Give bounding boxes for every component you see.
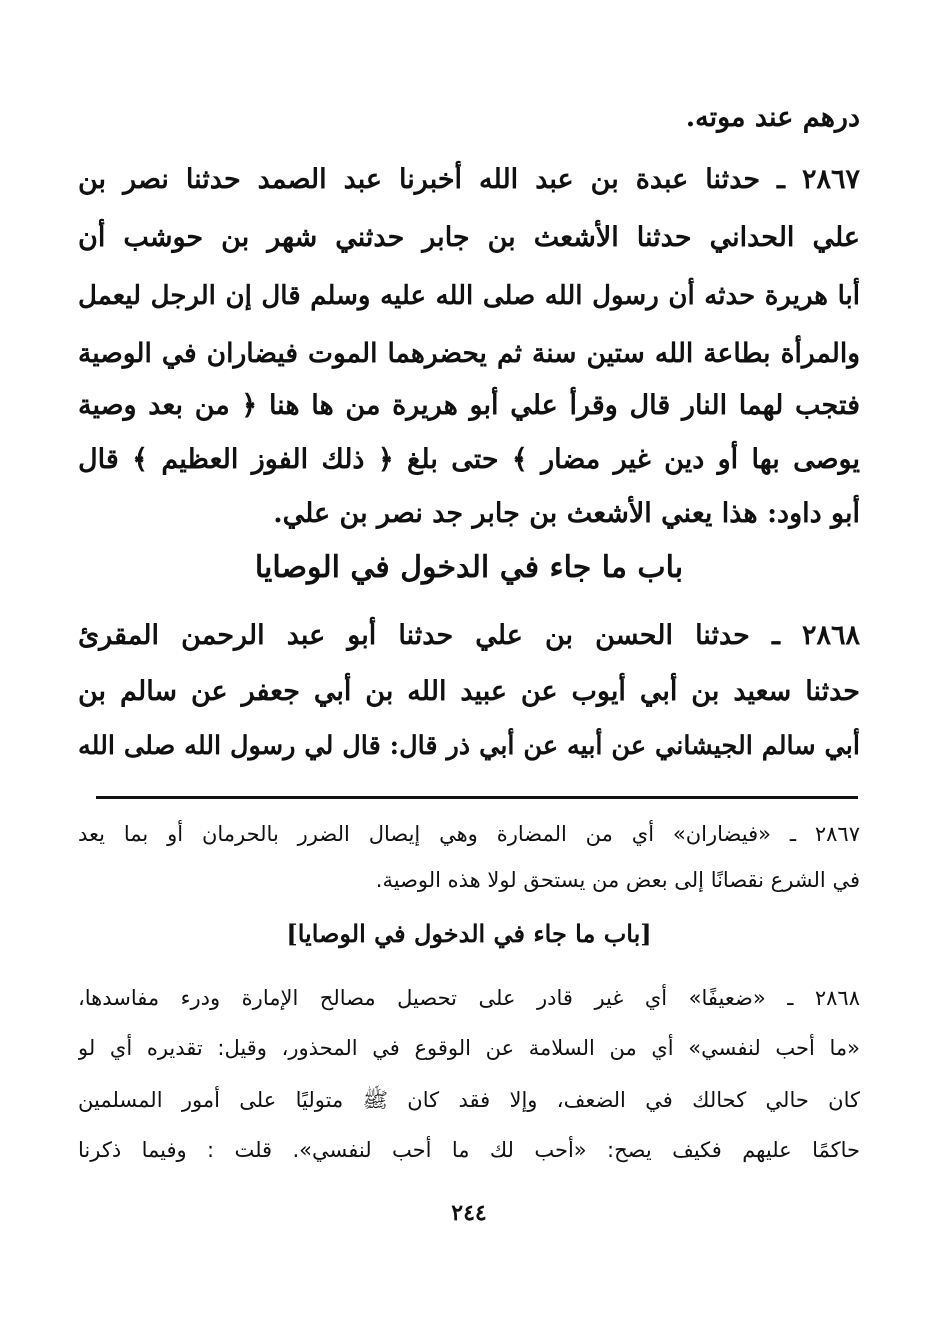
footnote-line: حاكمًا عليهم فكيف يصح: «أحب لك ما أحب لنفسي». قلت : وفيما ذكرنا [78, 1138, 860, 1162]
footnote-heading: [باب ما جاء في الدخول في الوصايا] [286, 919, 652, 948]
footnote-line: ٢٨٦٧ ـ «فيضاران» أي من المضارة وهي إيصال الضرر بالحرمان أو بما يعد [78, 822, 860, 846]
main-text-line: أبا هريرة حدثه أن رسول الله صلى الله عليه وسلم قال إن الرجل ليعمل [78, 281, 860, 311]
main-text-line: والمرأة بطاعة الله ستين سنة ثم يحضرهما الموت فيضاران في الوصية [78, 338, 860, 369]
footnote-line: كان حالي كحالك في الضعف، وإلا فقد كان ﷺ متوليًا على أمور المسلمين [78, 1088, 860, 1112]
main-text-line: علي الحداني حدثنا الأشعث بن جابر حدثني شهر بن حوشب أن [78, 222, 860, 253]
main-text-line: فتجب لهما النار قال وقرأ علي أبو هريرة من ها هنا ﴿ من بعد وصية [78, 390, 860, 421]
main-text-line: درهم عند موته. [685, 102, 860, 133]
footnote-line: «ما أحب لنفسي» أي من السلامة عن الوقوع في المحذور، وقيل: تقديره أي لو [78, 1036, 860, 1060]
footnote-line: في الشرع نقصانًا إلى بعض من يستحق لولا هذه الوصية. [375, 868, 860, 892]
main-text-line: ٢٨٦٧ ـ حدثنا عبدة بن عبد الله أخبرنا عبد الصمد حدثنا نصر بن [78, 164, 860, 195]
main-text-line: حدثنا سعيد بن أبي أيوب عن عبيد الله بن أبي جعفر عن سالم بن [78, 676, 860, 707]
main-text-line: ٢٨٦٨ ـ حدثنا الحسن بن علي حدثنا أبو عبد الرحمن المقرئ [78, 620, 860, 651]
chapter-heading: باب ما جاء في الدخول في الوصايا [254, 550, 684, 585]
footnote-line: ٢٨٦٨ ـ «ضعيفًا» أي غير قادر على تحصيل مصالح الإمارة ودرء مفاسدها، [78, 986, 860, 1010]
page-number: ٢٤٤ [451, 1200, 487, 1226]
footnote-separator [96, 796, 858, 799]
main-text-line: يوصى بها أو دين غير مضار ﴾ حتى بلغ ﴿ ذلك الفوز العظيم ﴾ قال [78, 444, 860, 475]
main-text-line: أبي سالم الجيشاني عن أبيه عن أبي ذر قال: قال لي رسول الله صلى الله [78, 731, 860, 761]
main-text-line: أبو داود: هذا يعني الأشعث بن جابر جد نصر بن علي. [273, 498, 860, 529]
